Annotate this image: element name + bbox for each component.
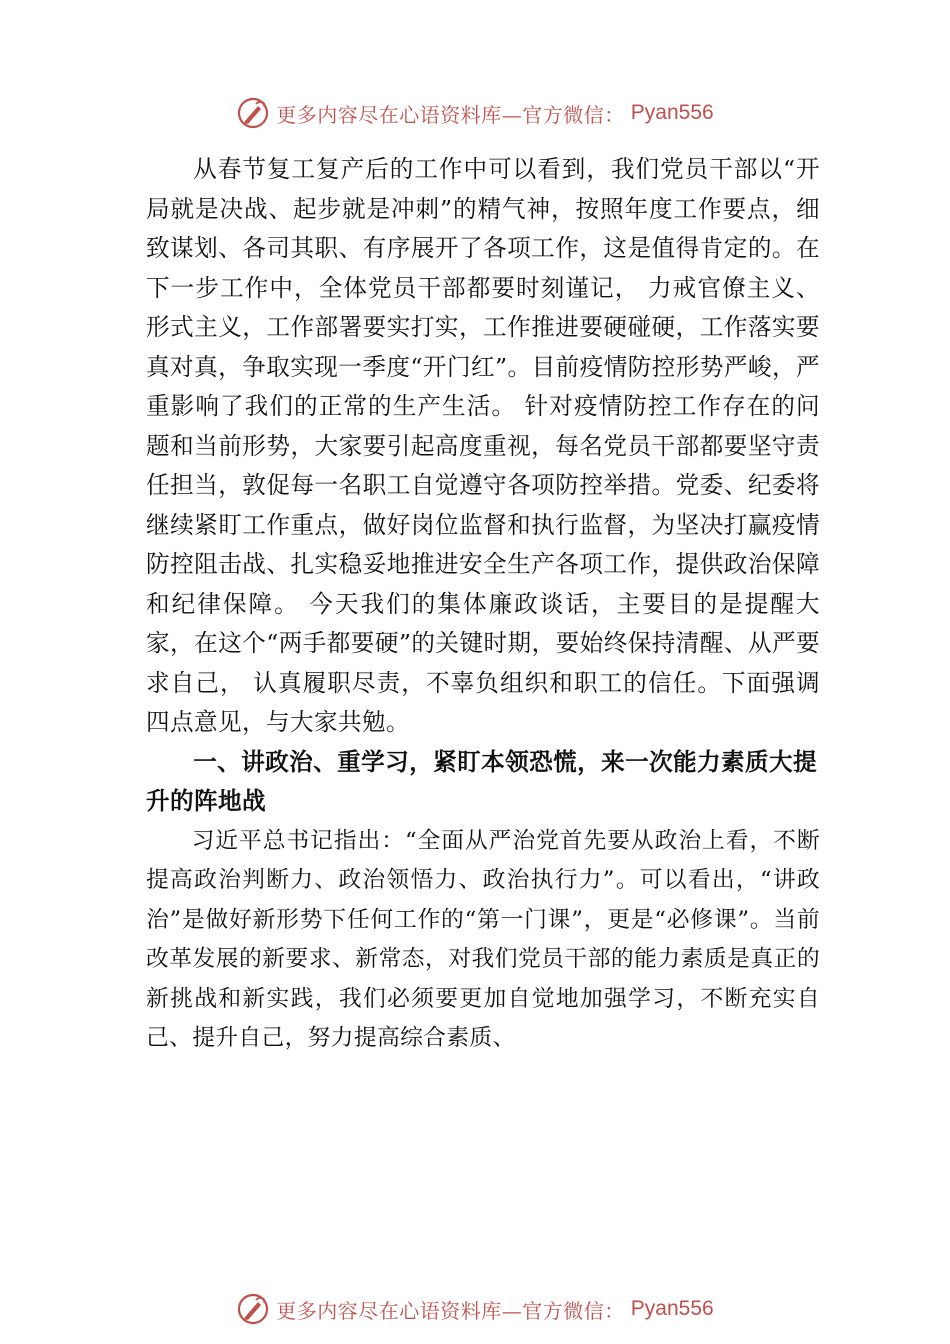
- watermark-text: 更多内容尽在心语资料库—官方微信：: [276, 102, 625, 127]
- header-watermark: [0, 93, 950, 133]
- paragraph-2: 习近平总书记指出：“全面从严治党首先要从政治上看，不断提高政治判断力、政治领悟力、政治执行力”。可以看出，“讲政治”是做好新形势下任何工作的“第一门课”，更是“必修课”。当前改革发展的新要求、新常态，对我们党员干部的能力素质是真正的新挑战和新实践，我们必须要更加自觉地加强学习，不断充实自己、提升自己，努力提高综合素质、: [146, 827, 820, 1052]
- watermark-handle: Pyan556: [630, 101, 714, 124]
- footer-watermark: [0, 1289, 950, 1329]
- document-body: [146, 150, 820, 1059]
- pen-logo-icon: [236, 1292, 270, 1326]
- pen-logo-icon: [236, 96, 270, 130]
- watermark-handle: Pyan556: [630, 1297, 714, 1320]
- paragraph-1: 从春节复工复产后的工作中可以看到，我们党员干部以“开局就是决战、起步就是冲刺”的精气神，按照年度工作要点，细致谋划、各司其职、有序展开了各项工作，这是值得肯定的。在下一步工作中，全体党员干部都要时刻谨记， 力戒官僚主义、形式主义，工作部署要实打实，工作推进要硬碰硬，工作落实要真对真，争取实现一季度“开门红”。目前疫情防控形势严峻，严重影响了我们的正常的生产生活。 针对疫情防控工作存在的问题和当前形势，大家要引起高度重视，每名党员干部都要坚守责任担当，敦促每一名职工自觉遵守各项防控举措。党委、纪委将继续紧盯工作重点，做好岗位监督和执行监督，为坚决打赢疫情防控阻击战、扎实稳妥地推进安全生产各项工作，提供政治保障和纪律保障。 今天我们的集体廉政谈话，主要目的是提醒大家，在这个“两手都要硬”的关键时期，要始终保持清醒、从严要求自己， 认真履职尽责，不辜负组织和职工的信任。下面强调四点意见，与大家共勉。: [146, 155, 820, 736]
- watermark-text: 更多内容尽在心语资料库—官方微信：: [276, 1298, 625, 1323]
- section-heading-1: 一、讲政治、重学习，紧盯本领恐慌，来一次能力素质大提升的阵地战: [146, 747, 818, 815]
